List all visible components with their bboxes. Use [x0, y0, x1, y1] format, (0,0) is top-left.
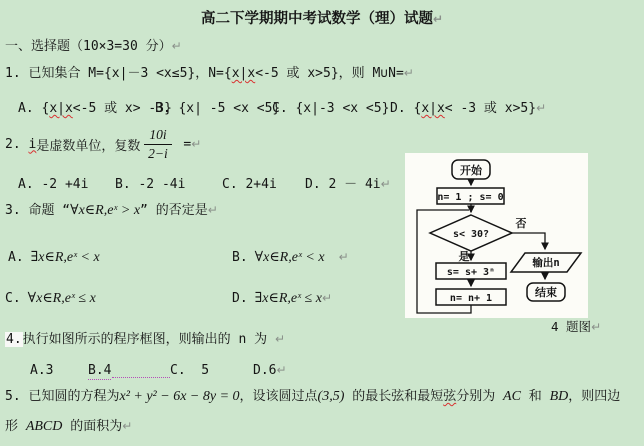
- q5-stem-text4: 分别为: [456, 389, 504, 404]
- q1-option-c: [272, 100, 389, 117]
- flowchart-yes-label: 是: [458, 250, 470, 263]
- q4-option-b: [88, 362, 111, 379]
- flowchart-step-n-label: n= n+ 1: [449, 293, 493, 304]
- q1-option-a-text-cont: <-5 或 x> -3}: [72, 101, 172, 116]
- q5-chord-ac: AC: [503, 389, 521, 404]
- q1-option-c-text: C. {x|-3 <x <5}: [272, 101, 390, 116]
- paragraph-mark: ↵: [591, 320, 602, 334]
- q5-point-coordinates: (3,5): [317, 389, 345, 404]
- q5-chord-bd: BD: [549, 389, 569, 404]
- q4-stem-text: 执行如图所示的程序框图，则输出的 n 为: [22, 332, 275, 347]
- q5-stem-line2-text: 形: [5, 419, 26, 434]
- q1-option-d-text: D. {: [390, 101, 422, 116]
- q2-option-d: [305, 176, 391, 193]
- page-title: [0, 7, 644, 28]
- q3-option-c-formula: ∀x∈R,eˣ ≤ x: [27, 291, 96, 306]
- paragraph-mark: ↵: [207, 203, 218, 217]
- question-3-stem: [5, 202, 218, 219]
- flowchart-arrow-cond-output: [512, 233, 545, 249]
- q5-stem-line2-text2: 的面积为: [62, 419, 123, 434]
- paragraph-mark: ↵: [122, 419, 133, 433]
- q3-stem-text: 3. 命题 “: [5, 203, 71, 218]
- paragraph-mark: ↵: [191, 137, 202, 151]
- flowchart-init-label: n= 1 ; s= 0: [437, 192, 504, 203]
- q3-option-d-formula: ∃x∈R,eˣ ≤ x: [254, 291, 322, 306]
- q3-option-c-label: C.: [5, 291, 21, 306]
- q3-option-b-label: B.: [232, 250, 248, 265]
- q3-option-d-label: D.: [232, 291, 248, 306]
- q5-spellcheck-word: 弦: [443, 389, 457, 404]
- paragraph-mark: ↵: [171, 39, 182, 53]
- flowchart-image: [405, 153, 588, 318]
- q1-option-a-spellcheck-word: x|x: [49, 101, 73, 116]
- title-text: 高二下学期期中考试数学（理）试题: [200, 11, 433, 27]
- q2-spellcheck-word: i: [28, 136, 37, 152]
- q5-circle-equation: x² + y² − 6x − 8y = 0: [119, 389, 240, 404]
- q5-stem-text: 5. 已知圆的方程为: [5, 389, 120, 404]
- q5-stem-text3: 的最长弦和最短: [344, 389, 444, 404]
- q4-option-d: [253, 362, 287, 379]
- q4-highlighted-number: 4.: [6, 332, 22, 347]
- question-5-stem-line1: [5, 388, 620, 405]
- q3-stem-formula: ∀x∈R,eˣ > x: [70, 203, 141, 218]
- q4-option-a: [30, 362, 53, 379]
- q1-option-d-spellcheck-word: x|x: [421, 101, 445, 116]
- flowchart-condition-label: s< 30?: [452, 229, 490, 240]
- q4-option-a-text: A.3: [30, 363, 54, 378]
- question-1-stem: [5, 65, 414, 82]
- paragraph-mark: ↵: [274, 332, 286, 346]
- q2-option-d-text: D. 2 － 4i: [305, 177, 381, 192]
- flowchart-step-s-label: s= s+ 3ⁿ: [446, 267, 496, 278]
- q4-option-b-text: B.4: [88, 363, 112, 378]
- q2-option-c: [222, 176, 277, 193]
- flowchart-output-label: 输出n: [532, 257, 560, 269]
- paragraph-mark: ↵: [432, 12, 444, 26]
- q1-stem-text-cont: <-5 或 x>5}，则 M∪N=: [255, 66, 404, 81]
- q1-option-d: [390, 100, 546, 117]
- q2-stem-text: 是虚数单位，复数: [36, 138, 141, 154]
- q2-stem-number: 2.: [5, 136, 29, 152]
- flowchart-start-label: 开始: [460, 164, 482, 177]
- flowchart-caption-text: 4 题图: [551, 319, 592, 334]
- paragraph-mark: ↵: [338, 250, 349, 264]
- flowchart-svg: [405, 153, 588, 318]
- fraction-denominator: 2−i: [148, 145, 168, 161]
- q2-option-a: [18, 176, 88, 193]
- q4-option-d-text: D.6: [253, 363, 277, 378]
- question-4-stem: [5, 331, 285, 348]
- q4-option-c: [170, 362, 209, 379]
- paragraph-mark: ↵: [380, 177, 391, 191]
- paragraph-mark: ↵: [536, 101, 547, 115]
- paragraph-mark: ↵: [321, 291, 333, 305]
- paragraph-mark: ↵: [276, 363, 287, 377]
- q5-quadrilateral-abcd: ABCD: [25, 419, 63, 434]
- q1-option-a: [18, 100, 172, 117]
- q2-option-a-text: A. -2 +4i: [18, 177, 89, 192]
- q1-option-b-text: B. {x| -5 <x <5}: [155, 101, 281, 116]
- q4-option-c-text: C. 5: [170, 363, 210, 378]
- q1-option-b: [155, 100, 280, 117]
- q2-equals-sign: =: [175, 136, 192, 152]
- q3-option-d: [232, 290, 332, 307]
- q1-option-d-text-cont: < -3 或 x>5}: [444, 101, 537, 116]
- q1-spellcheck-word: x|x: [231, 66, 256, 81]
- q1-stem-text: 1. 已知集合 M={x|－3 <x≤5}，N={: [5, 66, 232, 81]
- q3-stem-text-cont: ” 的否定是: [140, 203, 208, 218]
- fraction: [144, 127, 171, 161]
- fraction-numerator: 10i: [144, 127, 171, 145]
- paragraph-mark: ↵: [403, 66, 414, 80]
- q2-option-b: [115, 176, 185, 193]
- flowchart-caption: [551, 317, 601, 335]
- flowchart-end-label: 结束: [535, 286, 557, 299]
- q3-option-c: [5, 290, 96, 307]
- q1-option-a-text: A. {: [18, 101, 50, 116]
- q3-option-b: [232, 249, 349, 266]
- section-header: [5, 38, 182, 55]
- q2-option-c-text: C. 2+4i: [222, 177, 277, 192]
- q5-stem-text2: ，设该圆过点: [239, 389, 318, 404]
- q3-option-a-label: A.: [8, 250, 24, 265]
- q5-stem-text5: 和: [520, 389, 550, 404]
- q5-stem-text6: ，则四边: [568, 389, 621, 404]
- q2-option-b-text: B. -2 -4i: [115, 177, 186, 192]
- section-header-text: 一、选择题（10×3=30 分）: [5, 39, 172, 54]
- question-5-stem-line2: [5, 418, 132, 435]
- q3-option-a: [8, 249, 100, 266]
- format-checker-dotted-line: [112, 375, 170, 378]
- flowchart-no-label: 否: [515, 217, 527, 230]
- q3-option-a-formula: ∃x∈R,eˣ < x: [30, 250, 100, 265]
- question-2-stem: [5, 122, 201, 166]
- q3-option-b-formula: ∀x∈R,eˣ < x: [254, 250, 325, 265]
